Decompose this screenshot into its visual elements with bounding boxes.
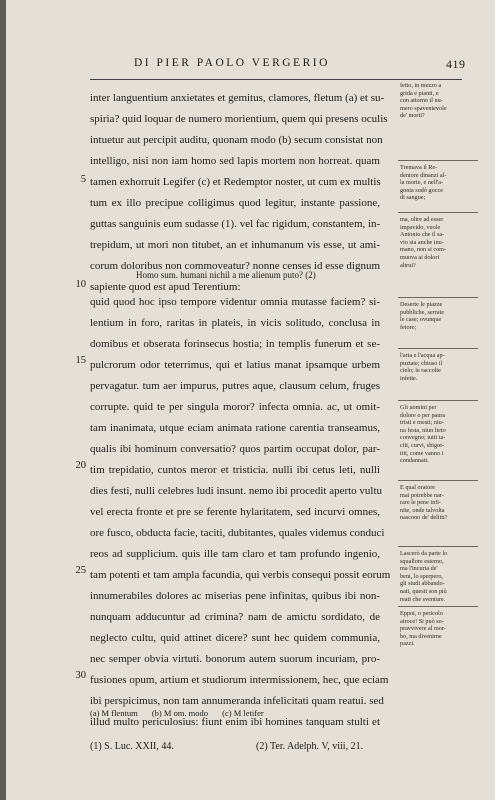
margin-rule xyxy=(398,297,478,298)
marginal-note: ma, oltre ad esser impavido, vuole Antonio che il sa- vio sia anche inu- mano, non si com- muova ai dolori altrui? xyxy=(400,216,447,269)
text-line: sapiente quod est apud Terentium: xyxy=(90,281,241,293)
text-line: tam inanimata, utque eciam animata ratione carentia transeamus, xyxy=(90,422,380,434)
text-line: ore fusco, obducta facie, taciti, dubitantes, quales videmus conduci xyxy=(90,527,385,539)
marginal-note: l'aria e l'acqua ap- puztate; chiuso il cielo; le raccolte infette. xyxy=(400,352,445,382)
text-line: intuetur aut percipit auditu, quonam modo (b) secum consistat non xyxy=(90,134,383,146)
footnote: (2) Ter. Adelph. V, viii, 21. xyxy=(256,741,364,752)
margin-rule xyxy=(398,546,478,547)
line-number: 25 xyxy=(75,565,86,576)
text-line: tamen exhorruit Legifer (c) et Redemptor noster, ut cum ex multis xyxy=(90,176,381,188)
text-line: innumerabiles dolores ac miserias pene infinitas, quibus ibi non- xyxy=(90,590,380,602)
text-line: quid quod hoc ipso tempore videntur omnia mutasse faciem? si- xyxy=(90,296,380,308)
critical-apparatus xyxy=(90,708,390,718)
marginal-note: Lascerò da parte lo squallore esterno, ma l'incuria de' beni, lo sperpero, gli studi abbando- nati, questi son più reati che sventure. xyxy=(400,550,448,603)
apparatus-note: (c) M letifer xyxy=(222,708,264,718)
apparatus-note: (a) M flentum xyxy=(90,708,138,718)
line-number: 20 xyxy=(75,460,86,471)
marginal-note: Eppoi, o pericolo atroce! Si può so- pravvivere al mor- bo, ma divenirne pazzi. xyxy=(400,610,446,648)
margin-rule xyxy=(398,160,478,161)
text-line: corum doloribus non commoveatur? nonne censes id esse dignum xyxy=(90,260,380,272)
text-line: vel erecta fronte et pre se ferente hylaritatem, sed incurvi omnes, xyxy=(90,506,380,518)
marginal-note: E qual oratore mai potrebbe nar- rare le pene infi- nite, onde talvolta nascono de' delitti? xyxy=(400,484,448,522)
line-number: 5 xyxy=(80,174,86,185)
block-quote: Homo sum. humani nichil a me alienum puto? (2) xyxy=(136,270,316,280)
marginal-note: Deserte le piazze pubbliche, serrate le case; ovunque fetore; xyxy=(400,301,444,331)
text-line: reos ad supplicium. quis ille tam claro et tam profundo ingenio, xyxy=(90,548,380,560)
text-line: intelligo, nisi non iam homo sed lapis mortem non horreat. quam xyxy=(90,155,380,167)
marginal-note: Tremava il Re- dentore dinanzi al- la morte, e nell'a- gonia sudò gocce di sangue; xyxy=(400,164,447,202)
text-line: qualis ibi hominum conversatio? quos partim occupat dolor, par- xyxy=(90,443,380,455)
margin-rule xyxy=(398,606,478,607)
text-line: trepidum, ut mori non titubet, an et inhumanum vis esse, ut ami- xyxy=(90,239,380,251)
text-line: nunquam adducuntur ad crimina? nam de amictu sordidato, de xyxy=(90,611,380,623)
text-block-1 xyxy=(90,88,388,298)
line-number: 15 xyxy=(75,355,86,366)
text-line: corrupte. quid te per singula moror? infecta omnia. ac, ut omit- xyxy=(90,401,380,413)
header-rule xyxy=(90,79,462,80)
margin-rule xyxy=(398,480,478,481)
text-line: domibus et obserata forinsecus hostia; in templis funerum et se- xyxy=(90,338,380,350)
page-number: 419 xyxy=(446,57,466,71)
apparatus-note: (b) M om. modo xyxy=(151,708,209,718)
marginal-note: fetto, in mezzo a grida e pianti, e con attorno il nu- mero spaventevole de' morti? xyxy=(400,82,447,120)
text-line: inter languentium anxietates et gemitus, clamores, fletum (a) et su- xyxy=(90,92,385,104)
text-line: nec semper obvia virtuti. bonorum autem suorum incuriam, pro- xyxy=(90,653,380,665)
text-line: ibi perspicimus, non tam annumeranda infelicitati quam reatui. sed xyxy=(90,695,384,707)
text-line: illud multo periculosius: fiunt enim ibi homines tanquam stulti et xyxy=(90,716,380,728)
text-line: guttas sanguinis eum sudasse (1). vel fac rigidum, constantem, in- xyxy=(90,218,381,230)
marginal-note: Gli uomini per dolore o per paura tristi e mesti; niu- na festa, niun lieto convegno; tutti ta- citi, curvi, sbigot- titi, come vanno i condannati. xyxy=(400,404,446,465)
page xyxy=(6,0,495,800)
margin-rule xyxy=(398,212,478,213)
text-line: neglecto cultu, quid attinet dicere? sunt hec quidem communia, xyxy=(90,632,380,644)
line-number: 10 xyxy=(75,279,86,290)
text-line: pulcrorum odor teterrimus, qui et latius manat ipsamque urbem xyxy=(90,359,380,371)
text-block-2 xyxy=(90,292,391,733)
margin-rule xyxy=(398,400,478,401)
text-line: pervagatur. tum aer impurus, putres aque, clausum celum, fruges xyxy=(90,380,380,392)
text-line: tam potenti et tam ampla facundia, qui verbis consequi possit eorum xyxy=(90,569,391,581)
line-number: 30 xyxy=(75,670,86,681)
text-line: spiria? quid loquar de numero morientium, quem qui presens oculis xyxy=(90,113,388,125)
running-header-title: DI PIER PAOLO VERGERIO xyxy=(134,57,330,69)
text-line: dies festi, nulli celebres ludi insunt. nemo ibi procedit aperto vultu xyxy=(90,485,383,497)
text-line: fusiones opum, artium et studiorum intermissionem, hec, que eciam xyxy=(90,674,389,686)
text-line: lentium in foro, raritas in plateis, in vicis solitudo, conclusa in xyxy=(90,317,380,329)
footnote: (1) S. Luc. XXII, 44. xyxy=(90,741,174,752)
text-line: tum ex illo precipue colligimus quod legitur, instante passione, xyxy=(90,197,380,209)
text-line: tim trepidatio, cuntos meror et tristicia. nulli ibi cetus leti, nulli xyxy=(90,464,380,476)
margin-rule xyxy=(398,348,478,349)
